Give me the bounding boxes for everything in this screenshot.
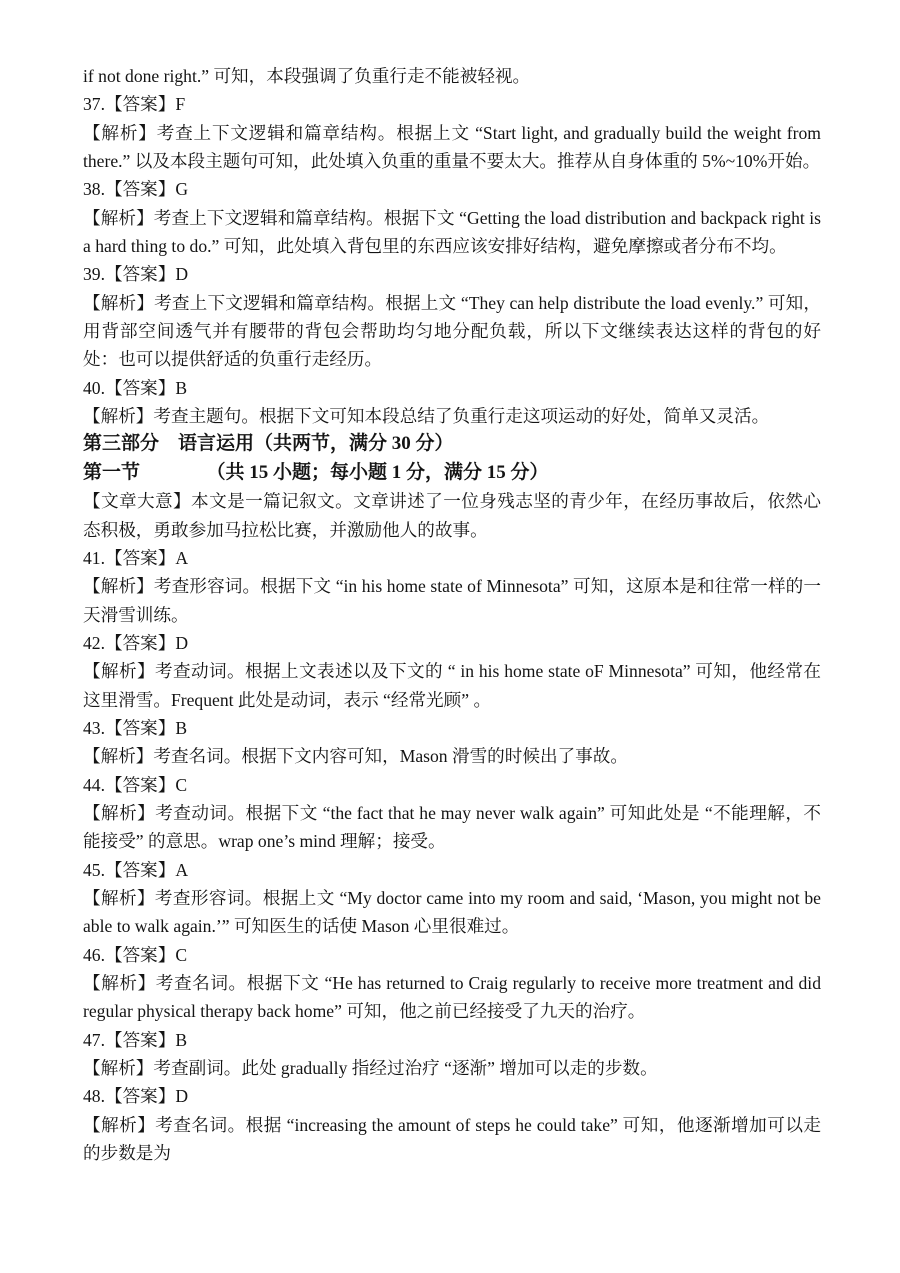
continuation-line: if not done right.” 可知，本段强调了负重行走不能被轻视。 bbox=[83, 66, 531, 86]
analysis-40: 【解析】考查主题句。根据下文可知本段总结了负重行走这项运动的好处，简单又灵活。 bbox=[83, 406, 770, 427]
answer-46: 46.【答案】C bbox=[83, 944, 188, 965]
answer-38: 38.【答案】G bbox=[83, 179, 189, 200]
answer-37: 37.【答案】F bbox=[83, 94, 186, 115]
analysis-45: 【解析】考查形容词。根据上文 “My doctor came into my room and said, ‘Mason, you might not be able to walk again.’” 可知医生的话使 Mason 心里很难过。 bbox=[83, 887, 821, 937]
answer-41: 41.【答案】A bbox=[83, 547, 189, 568]
analysis-38: 【解析】考查上下文逻辑和篇章结构。根据下文 “Getting the load distribution and backpack right is a hard thing to do.” 可知，此处填入背包里的东西应该安排好结构，避免摩擦或者分布不均。 bbox=[83, 207, 821, 257]
document-body bbox=[83, 62, 821, 1167]
answer-47: 47.【答案】B bbox=[83, 1029, 188, 1050]
analysis-41: 【解析】考查形容词。根据下文 “in his home state of Minnesota” 可知，这原本是和往常一样的一天滑雪训练。 bbox=[83, 576, 821, 625]
analysis-46: 【解析】考查名词。根据下文 “He has returned to Craig regularly to receive more treatment and did regular physical therapy back home” 可知，他之前已经接受了九天的治疗。 bbox=[83, 973, 821, 1022]
analysis-39: 【解析】考查上下文逻辑和篇章结构。根据上文 “They can help distribute the load evenly.” 可知，用背部空间透气并有腰带的背包会帮助均匀地分配负载，所以下文继续表达这样的背包的好处：也可以提供舒适的负重行走经历。 bbox=[83, 292, 821, 370]
analysis-37: 【解析】考查上下文逻辑和篇章结构。根据上文 “Start light, and gradually build the weight from there.” 以及本段主题句可知，此处填入负重的重量不要太大。推荐从自身体重的 5%~10%开始。 bbox=[83, 122, 821, 172]
analysis-48: 【解析】考查名词。根据 “increasing the amount of steps he could take” 可知，他逐渐增加可以走的步数是为 bbox=[83, 1114, 821, 1164]
section-3-header: 第三部分 语言运用（共两节，满分 30 分） bbox=[83, 433, 454, 455]
passage-summary: 【文章大意】本文是一篇记叙文。文章讲述了一位身残志坚的青少年，在经历事故后，依然心态积极，勇敢参加马拉松比赛，并激励他人的故事。 bbox=[83, 491, 821, 540]
answer-40: 40.【答案】B bbox=[83, 377, 188, 398]
section-3-part-1-header: 第一节 （共 15 小题；每小题 1 分，满分 15 分） bbox=[83, 461, 549, 483]
analysis-47: 【解析】考查副词。此处 gradually 指经过治疗 “逐渐” 增加可以走的步数。 bbox=[83, 1058, 658, 1079]
answer-42: 42.【答案】D bbox=[83, 632, 189, 653]
answer-45: 45.【答案】A bbox=[83, 859, 189, 880]
answer-39: 39.【答案】D bbox=[83, 264, 189, 285]
analysis-43: 【解析】考查名词。根据下文内容可知，Mason 滑雪的时候出了事故。 bbox=[83, 746, 628, 767]
answer-48: 48.【答案】D bbox=[83, 1086, 189, 1107]
answer-44: 44.【答案】C bbox=[83, 774, 188, 795]
answer-43: 43.【答案】B bbox=[83, 717, 188, 738]
analysis-44: 【解析】考查动词。根据下文 “the fact that he may never walk again” 可知此处是 “不能理解，不能接受” 的意思。wrap one’s mind 理解；接受。 bbox=[83, 802, 821, 852]
analysis-42: 【解析】考查动词。根据上文表述以及下文的 “ in his home state oF Minnesota” 可知，他经常在这里滑雪。Frequent 此处是动词，表示 “经常光顾” 。 bbox=[83, 661, 821, 710]
